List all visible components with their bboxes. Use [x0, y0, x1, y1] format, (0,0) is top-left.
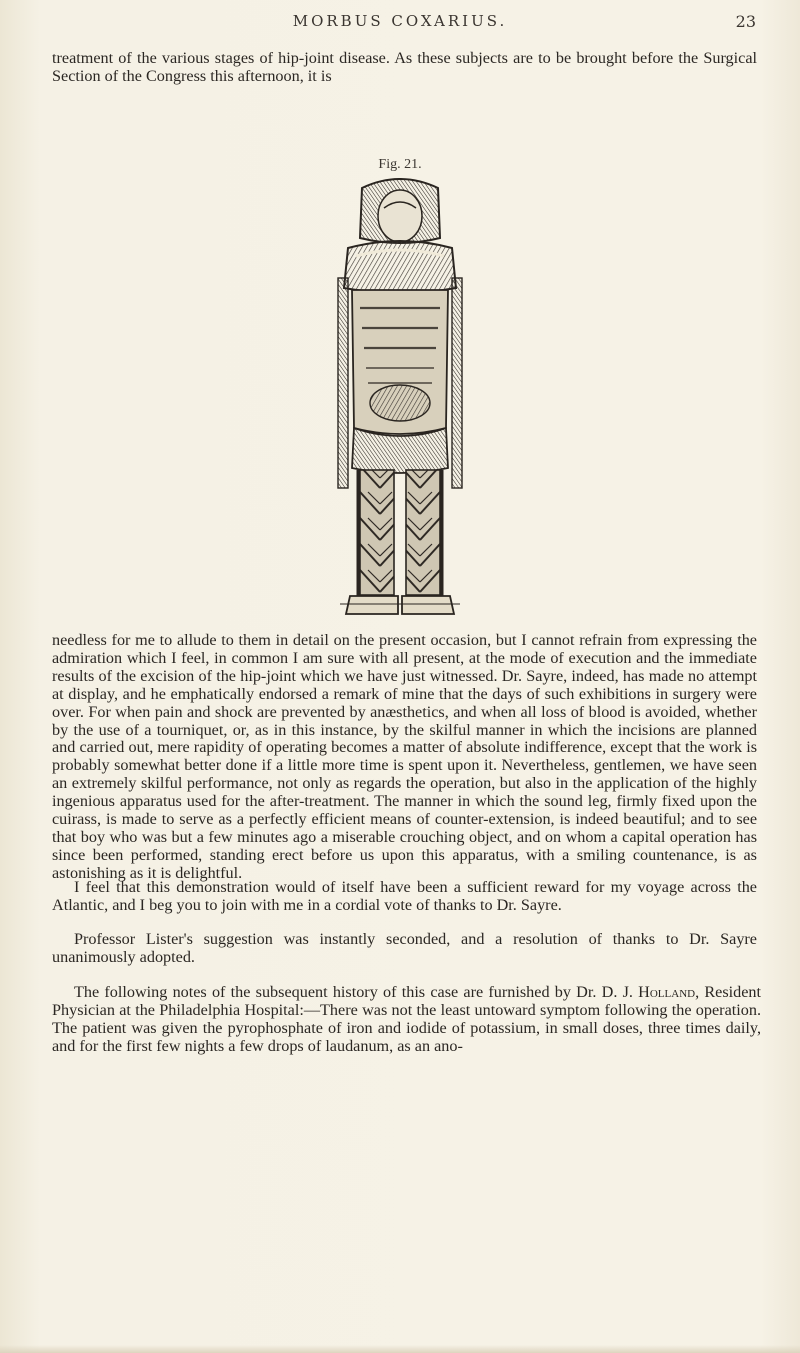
- paragraph-main: needless for me to allude to them in detail on the present occasion, but I cannot refrain from expressing the admiration which I feel, in common I am sure with all present, at the mode of execution and the immediate results of the excision of the hip-joint which we have just witnessed. Dr. Sayre, indeed, has made no attempt at display, and he emphatically endorsed a remark of mine that the days of such exhibitions in surgery were over. For when pain and shock are prevented by anæsthetics, and when all loss of blood is avoided, whether by the use of a tourniquet, or, as in this instance, by the skilful manner in which the incisions are planned and carried out, mere rapidity of operating becomes a matter of absolute indifference, except that the work is probably somewhat better done if a little more time is spent upon it. Nevertheless, gentlemen, we have seen an extremely skilful performance, not only as regards the operation, but also in the application of the highly ingenious apparatus used for the after-treatment. The manner in which the sound leg, firmly fixed upon the cuirass, is made to serve as a perfectly efficient means of counter-extension, is indeed beautiful; and to see that boy who was but a few minutes ago a miserable crouching object, and on whom a capital operation has since been performed, standing erect before us upon this apparatus, with a smiling countenance, is as astonishing as it is delightful.: [52, 631, 757, 882]
- notes-rest-text: , Resident Physician at the Philadelphia Hospital:—There was not the least untoward symptom following the operation. The patient was given the pyrophosphate of iron and iodide of potassium, in small doses, three times daily, and for the first few nights a few drops of laudanum, as an ano-: [52, 983, 761, 1055]
- paragraph-notes: [52, 984, 761, 1056]
- paragraph-lister: Professor Lister's suggestion was instantly seconded, and a resolution of thanks to Dr. Sayre unanimously adopted.: [52, 930, 757, 966]
- page-bottom-edge: [0, 1345, 800, 1353]
- notes-name: Holland: [638, 983, 696, 1001]
- running-title: MORBUS COXARIUS.: [292, 12, 508, 30]
- cuirass-drawing: [300, 178, 500, 618]
- page-number: 23: [735, 12, 756, 31]
- figure-caption: Fig. 21.: [378, 157, 422, 172]
- paragraph-top: treatment of the various stages of hip-joint disease. As these subjects are to be brought before the Surgical Section of the Congress this afternoon, it is: [52, 49, 757, 85]
- paragraph-reward: I feel that this demonstration would of itself have been a sufficient reward for my voyage across the Atlantic, and I beg you to join with me in a cordial vote of thanks to Dr. Sayre.: [52, 878, 757, 914]
- notes-lead-text: The following notes of the subsequent history of this case are furnished by Dr. D. J.: [74, 983, 639, 1001]
- page-header: [0, 12, 800, 36]
- figure-cuirass-illustration: [300, 178, 500, 618]
